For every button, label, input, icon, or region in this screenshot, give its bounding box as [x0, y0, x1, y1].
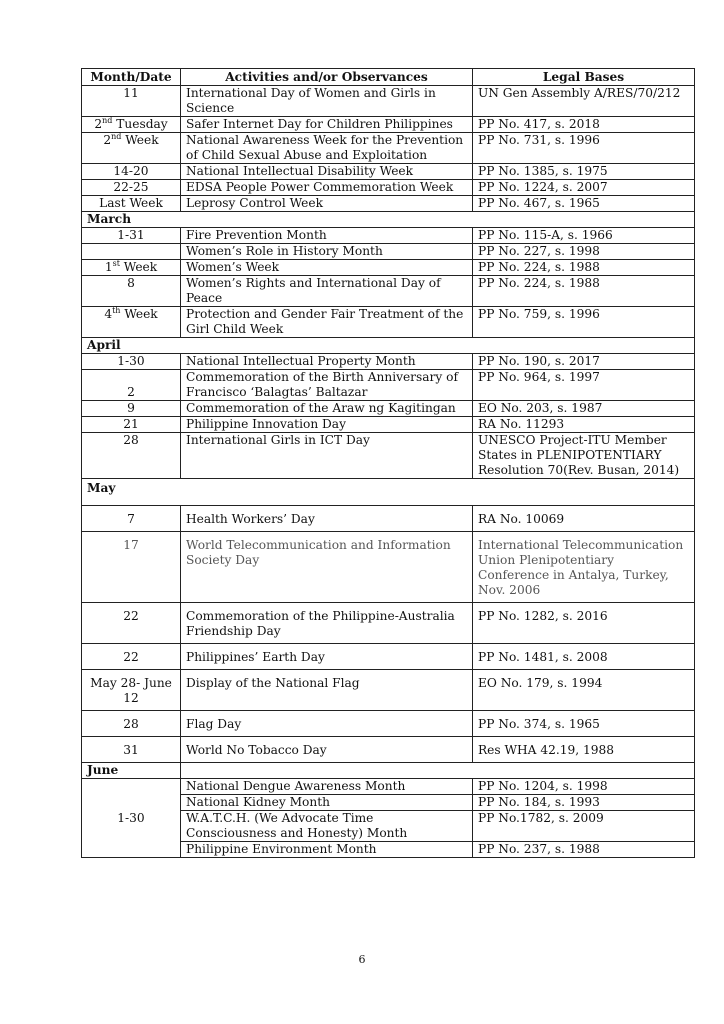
table-row — [82, 506, 695, 532]
table-row — [82, 603, 695, 644]
date-cell — [82, 737, 181, 763]
date-text: 1-31 — [117, 228, 145, 242]
legal-basis-cell: UNESCO Project-ITU Member States in PLENIPOTENTIARY Resolution 70(Rev. Busan, 2014) — [473, 433, 695, 479]
date-ordinal-suffix: st — [112, 258, 120, 268]
date-cell — [82, 307, 181, 338]
activity-cell: Women’s Rights and International Day of Peace — [181, 276, 473, 307]
table-row — [82, 180, 695, 196]
legal-basis-cell: PP No. 1481, s. 2008 — [473, 644, 695, 670]
date-text: 22 — [123, 609, 139, 623]
legal-basis-cell: PP No. 115-A, s. 1966 — [473, 228, 695, 244]
empty-cell — [181, 763, 695, 779]
date-text: Last Week — [99, 196, 163, 210]
activity-cell: World Telecommunication and Information Society Day — [181, 532, 473, 603]
month-section-row — [82, 479, 695, 506]
table-row — [82, 260, 695, 276]
date-cell — [82, 354, 181, 370]
legal-basis-cell: UN Gen Assembly A/RES/70/212 — [473, 86, 695, 117]
legal-basis-cell: International Telecommunication Union Plenipotentiary Conference in Antalya, Turkey, Nov. 2006 — [473, 532, 695, 603]
date-cell — [82, 196, 181, 212]
date-suffix: Tuesday — [112, 117, 168, 131]
activity-cell: Women’s Role in History Month — [181, 244, 473, 260]
date-cell — [82, 779, 181, 858]
date-text: 31 — [123, 743, 139, 757]
date-ordinal-suffix: nd — [102, 115, 113, 125]
legal-basis-cell: PP No. 759, s. 1996 — [473, 307, 695, 338]
date-cell — [82, 133, 181, 164]
date-text: 2 — [127, 385, 135, 399]
date-text: 14-20 — [113, 164, 149, 178]
table-row — [82, 401, 695, 417]
table-row — [82, 133, 695, 164]
header-month-date: Month/Date — [82, 69, 181, 86]
legal-basis-cell: PP No. 1204, s. 1998 — [473, 779, 695, 795]
date-cell — [82, 670, 181, 711]
date-text: 11 — [123, 86, 139, 100]
date-cell — [82, 644, 181, 670]
date-suffix: Week — [121, 133, 159, 147]
table-row — [82, 117, 695, 133]
legal-basis-cell: PP No. 227, s. 1998 — [473, 244, 695, 260]
table-row — [82, 244, 695, 260]
activity-cell: National Kidney Month — [181, 795, 473, 811]
month-heading: April — [82, 338, 695, 354]
table-row — [82, 196, 695, 212]
legal-basis-cell: PP No. 1224, s. 2007 — [473, 180, 695, 196]
activity-cell: International Girls in ICT Day — [181, 433, 473, 479]
date-text: 9 — [127, 401, 135, 415]
legal-basis-cell: PP No.1782, s. 2009 — [473, 811, 695, 842]
legal-basis-cell: PP No. 237, s. 1988 — [473, 842, 695, 858]
date-suffix: Week — [119, 260, 158, 274]
date-cell — [82, 244, 181, 260]
month-heading: May — [82, 479, 695, 506]
observances-document — [81, 68, 694, 858]
date-cell — [82, 370, 181, 401]
activity-cell: Leprosy Control Week — [181, 196, 473, 212]
legal-basis-cell: Res WHA 42.19, 1988 — [473, 737, 695, 763]
activity-cell: Commemoration of the Birth Anniversary of Francisco ‘Balagtas’ Baltazar — [181, 370, 473, 401]
observances-table — [81, 68, 695, 858]
date-cell — [82, 164, 181, 180]
activity-cell: Philippines’ Earth Day — [181, 644, 473, 670]
activity-cell: National Intellectual Disability Week — [181, 164, 473, 180]
month-heading: March — [82, 212, 695, 228]
date-text: 22 — [123, 650, 139, 664]
table-row — [82, 711, 695, 737]
date-cell — [82, 260, 181, 276]
date-text: 28 — [123, 433, 139, 447]
legal-basis-cell: PP No. 374, s. 1965 — [473, 711, 695, 737]
legal-basis-cell: RA No. 11293 — [473, 417, 695, 433]
date-text: 28 — [123, 717, 139, 731]
date-cell — [82, 86, 181, 117]
month-heading: June — [82, 763, 181, 779]
month-section-row — [82, 763, 695, 779]
activity-cell: National Intellectual Property Month — [181, 354, 473, 370]
table-row — [82, 307, 695, 338]
date-text: 2 — [103, 133, 112, 147]
table-row — [82, 276, 695, 307]
activity-cell: Health Workers’ Day — [181, 506, 473, 532]
date-text: 22-25 — [113, 180, 149, 194]
date-text: 7 — [127, 512, 135, 526]
legal-basis-cell: PP No. 224, s. 1988 — [473, 276, 695, 307]
date-ordinal-suffix: nd — [111, 131, 122, 141]
table-header-row — [82, 69, 695, 86]
activity-cell: Philippine Environment Month — [181, 842, 473, 858]
legal-basis-cell: RA No. 10069 — [473, 506, 695, 532]
date-text: 17 — [123, 538, 139, 552]
date-cell — [82, 711, 181, 737]
date-text: May 28- June 12 — [90, 676, 172, 705]
date-ordinal-suffix: th — [112, 305, 121, 315]
date-text: 8 — [127, 276, 135, 290]
activity-cell: International Day of Women and Girls in Science — [181, 86, 473, 117]
header-legal-bases: Legal Bases — [473, 69, 695, 86]
date-cell — [82, 603, 181, 644]
activity-cell: Commemoration of the Araw ng Kagitingan — [181, 401, 473, 417]
date-text: 21 — [123, 417, 139, 431]
activity-cell: Women’s Week — [181, 260, 473, 276]
date-cell — [82, 276, 181, 307]
table-body — [82, 86, 695, 858]
legal-basis-cell: EO No. 179, s. 1994 — [473, 670, 695, 711]
table-row — [82, 644, 695, 670]
activity-cell: Commemoration of the Philippine-Australia Friendship Day — [181, 603, 473, 644]
table-row — [82, 417, 695, 433]
table-row — [82, 779, 695, 795]
table-row — [82, 532, 695, 603]
activity-cell: Flag Day — [181, 711, 473, 737]
date-cell — [82, 180, 181, 196]
activity-cell: Safer Internet Day for Children Philippines — [181, 117, 473, 133]
activity-cell: W.A.T.C.H. (We Advocate Time Consciousness and Honesty) Month — [181, 811, 473, 842]
date-text: 1-30 — [117, 810, 145, 825]
date-suffix: Week — [120, 307, 158, 321]
legal-basis-cell: PP No. 190, s. 2017 — [473, 354, 695, 370]
activity-cell: National Awareness Week for the Prevention of Child Sexual Abuse and Exploitation — [181, 133, 473, 164]
date-text: 1-30 — [117, 354, 145, 368]
month-section-row — [82, 338, 695, 354]
table-row — [82, 86, 695, 117]
date-cell — [82, 117, 181, 133]
activity-cell: EDSA People Power Commemoration Week — [181, 180, 473, 196]
date-cell — [82, 401, 181, 417]
legal-basis-cell: PP No. 1385, s. 1975 — [473, 164, 695, 180]
header-activities: Activities and/or Observances — [181, 69, 473, 86]
table-row — [82, 433, 695, 479]
activity-cell: National Dengue Awareness Month — [181, 779, 473, 795]
date-cell — [82, 433, 181, 479]
page-number: 6 — [358, 953, 366, 966]
legal-basis-cell: PP No. 224, s. 1988 — [473, 260, 695, 276]
table-row — [82, 670, 695, 711]
date-cell — [82, 506, 181, 532]
activity-cell: Philippine Innovation Day — [181, 417, 473, 433]
legal-basis-cell: PP No. 467, s. 1965 — [473, 196, 695, 212]
table-row — [82, 370, 695, 401]
legal-basis-cell: PP No. 184, s. 1993 — [473, 795, 695, 811]
month-section-row — [82, 212, 695, 228]
date-cell — [82, 228, 181, 244]
legal-basis-cell: EO No. 203, s. 1987 — [473, 401, 695, 417]
legal-basis-cell: PP No. 964, s. 1997 — [473, 370, 695, 401]
date-cell — [82, 417, 181, 433]
date-text: 1 — [104, 260, 113, 274]
date-cell — [82, 532, 181, 603]
date-text: 4 — [104, 307, 113, 321]
activity-cell: Display of the National Flag — [181, 670, 473, 711]
activity-cell: Protection and Gender Fair Treatment of the Girl Child Week — [181, 307, 473, 338]
legal-basis-cell: PP No. 1282, s. 2016 — [473, 603, 695, 644]
activity-cell: Fire Prevention Month — [181, 228, 473, 244]
date-text: 2 — [94, 117, 103, 131]
table-row — [82, 228, 695, 244]
legal-basis-cell: PP No. 417, s. 2018 — [473, 117, 695, 133]
table-row — [82, 354, 695, 370]
legal-basis-cell: PP No. 731, s. 1996 — [473, 133, 695, 164]
table-row — [82, 737, 695, 763]
table-row — [82, 164, 695, 180]
activity-cell: World No Tobacco Day — [181, 737, 473, 763]
